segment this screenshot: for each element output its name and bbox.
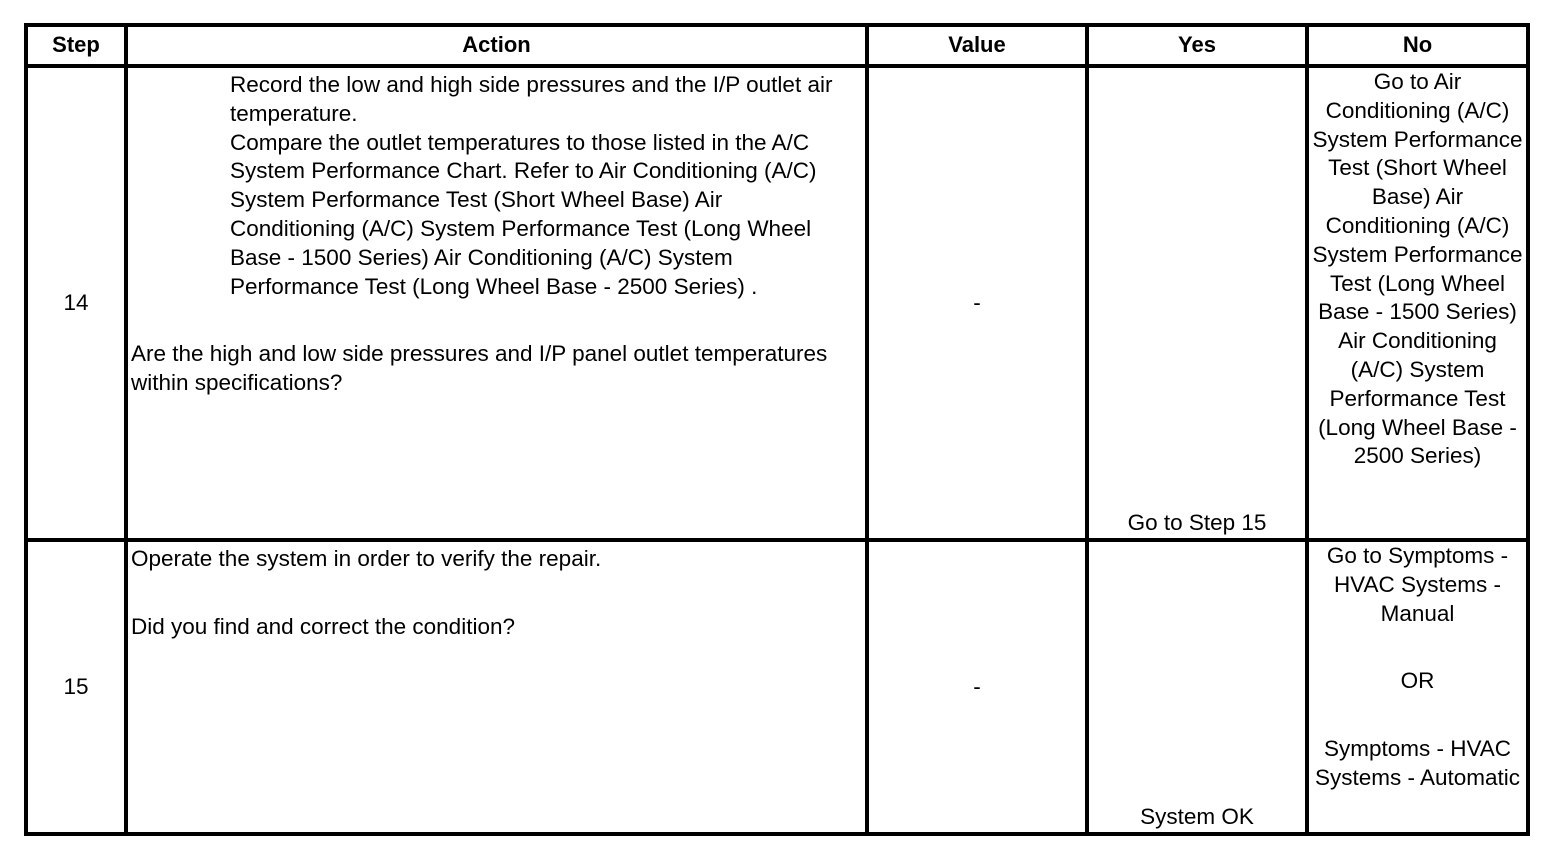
- header-yes: Yes: [1087, 25, 1307, 66]
- value-cell: -: [867, 66, 1087, 540]
- no-option-or: OR: [1400, 668, 1435, 694]
- step-number: 14: [26, 66, 126, 540]
- header-step: Step: [26, 25, 126, 66]
- header-no: No: [1307, 25, 1528, 66]
- action-cell: [126, 66, 867, 540]
- header-action: Action: [126, 25, 867, 66]
- value-cell: -: [867, 540, 1087, 834]
- table-row-step-15: [26, 540, 1528, 834]
- action-question: Did you find and correct the condition?: [131, 613, 515, 639]
- header-row: [26, 25, 1528, 66]
- no-cell: [1307, 540, 1528, 834]
- action-question: Are the high and low side pressures and I/P panel outlet temperatures within specifications?: [131, 341, 828, 396]
- no-cell: Go to Air Conditioning (A/C) System Performance Test (Short Wheel Base) Air Conditioning (A/C) System Performance Test (Long Wheel Base - 1500 Series) Air Conditioning (A/C) System Performance Test (Long Wheel Base - 2500 Series): [1307, 66, 1528, 540]
- diagnostic-table: [24, 23, 1530, 836]
- no-option-manual: Go to Symptoms - HVAC Systems - Manual: [1326, 543, 1509, 626]
- table-row-step-14: [26, 66, 1528, 540]
- header-value: Value: [867, 25, 1087, 66]
- yes-cell: System OK: [1087, 540, 1307, 834]
- step-number: 15: [26, 540, 126, 834]
- no-option-automatic: Symptoms - HVAC Systems - Automatic: [1314, 736, 1521, 790]
- action-step-1: Record the low and high side pressures and the I/P outlet air temperature.: [230, 72, 833, 126]
- action-step-1: Operate the system in order to verify the repair.: [131, 546, 602, 571]
- action-step-2: Compare the outlet temperatures to those listed in the A/C System Performance Chart. Refer to Air Conditioning (A/C) System Performance Test (Short Wheel Base) Air Conditioning (A/C) System Performance Test (Long Wheel Base - 1500 Series) Air Conditioning (A/C) System Performance Test (Long Wheel Base - 2500 Series) .: [230, 129, 817, 299]
- yes-cell: Go to Step 15: [1087, 66, 1307, 540]
- action-steps: [230, 71, 850, 301]
- action-cell: [126, 540, 867, 834]
